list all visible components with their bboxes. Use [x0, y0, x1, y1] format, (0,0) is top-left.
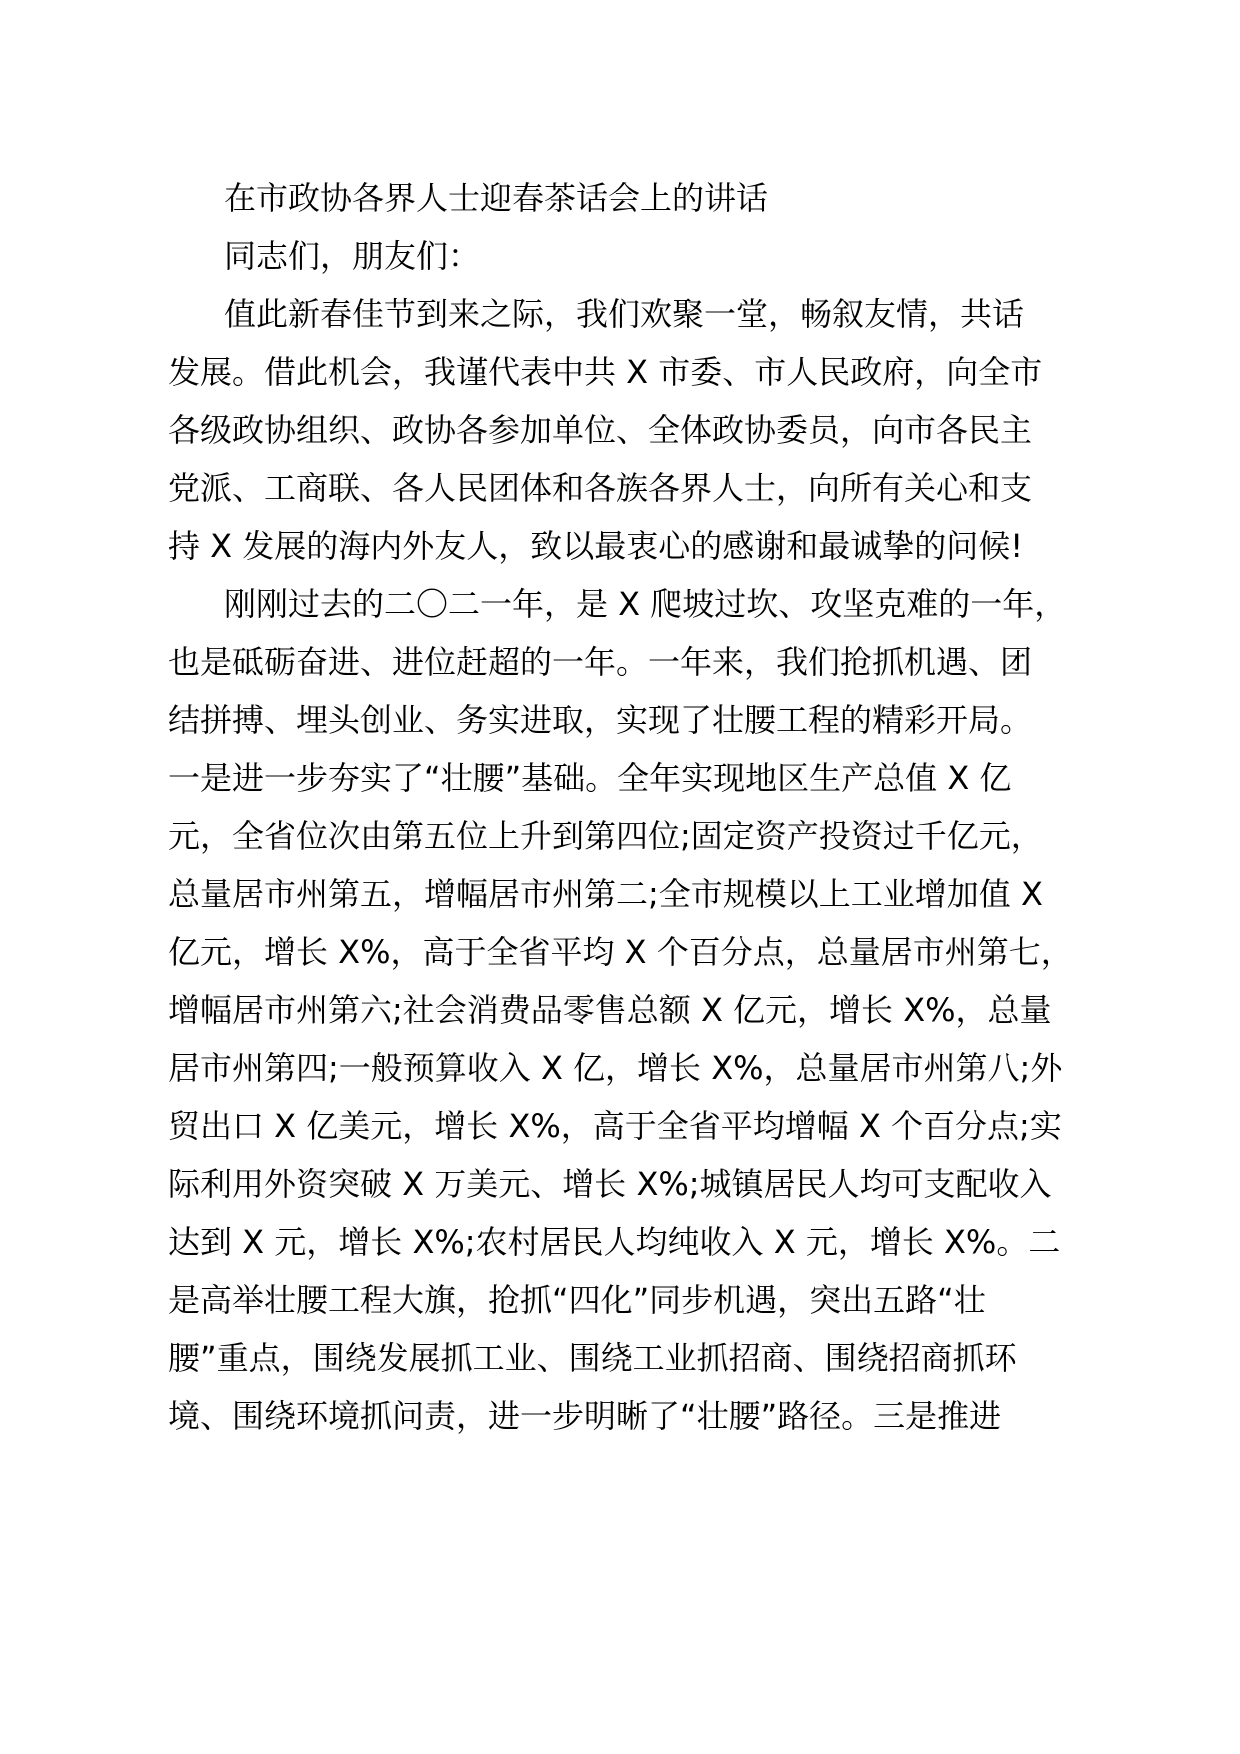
- paragraph-line-text: 一是进一步夯实了“壮腰”基础。全年实现地区生产总值 X 亿: [168, 759, 1012, 797]
- paragraph-line-text: 际利用外资突破 X 万美元、增长 X%;城镇居民人均可支配收入: [168, 1165, 1052, 1203]
- paragraph-line-text: 是高举壮腰工程大旗，抢抓“四化”同步机遇，突出五路“壮: [168, 1281, 986, 1319]
- paragraph-line-text: 境、围绕环境抓问责，进一步明晰了“壮腰”路径。三是推进: [168, 1397, 1002, 1435]
- paragraph-line-text: 党派、工商联、各人民团体和各族各界人士，向所有关心和支: [168, 469, 1033, 507]
- paragraph-line-text: 结拼搏、埋头创业、务实进取，实现了壮腰工程的精彩开局。: [168, 701, 1033, 739]
- paragraph-line-text: 元，全省位次由第五位上升到第四位;固定资产投资过千亿元，: [168, 817, 1043, 855]
- paragraph-line-text: 也是砥砺奋进、进位赶超的一年。一年来，我们抢抓机遇、团: [168, 643, 1033, 681]
- paragraph-line-text: 居市州第四;一般预算收入 X 亿，增长 X%，总量居市州第八;外: [168, 1049, 1063, 1087]
- paragraph-line-text: 各级政协组织、政协各参加单位、全体政协委员，向市各民主: [168, 411, 1033, 449]
- paragraph-line-text: 达到 X 元，增长 X%;农村居民人均纯收入 X 元，增长 X%。二: [168, 1223, 1061, 1261]
- paragraph-line-text: 刚刚过去的二〇二一年，是 X 爬坡过坎、攻坚克难的一年，: [224, 585, 1067, 623]
- paragraph-line-text: 持 X 发展的海内外友人，致以最衷心的感谢和最诚挚的问候!: [168, 527, 1024, 565]
- paragraph-line-text: 总量居市州第五，增幅居市州第二;全市规模以上工业增加值 X: [168, 875, 1043, 913]
- paragraph-line-text: 值此新春佳节到来之际，我们欢聚一堂，畅叙友情，共话: [224, 295, 1025, 333]
- paragraph-line-text: 腰”重点，围绕发展抓工业、围绕工业抓招商、围绕招商抓环: [168, 1339, 1017, 1377]
- paragraph-line-text: 亿元，增长 X%，高于全省平均 X 个百分点，总量居市州第七，: [168, 933, 1073, 971]
- paragraph-line-text: 贸出口 X 亿美元，增长 X%，高于全省平均增幅 X 个百分点;实: [168, 1107, 1062, 1145]
- paragraph-line-text: 增幅居市州第六;社会消费品零售总额 X 亿元，增长 X%，总量: [168, 991, 1052, 1029]
- paragraph-line-text: 发展。借此机会，我谨代表中共 X 市委、市人民政府，向全市: [168, 353, 1043, 391]
- document-salutation-text: 同志们，朋友们：: [224, 237, 481, 275]
- document-title-text: 在市政协各界人士迎春茶话会上的讲话: [224, 179, 769, 217]
